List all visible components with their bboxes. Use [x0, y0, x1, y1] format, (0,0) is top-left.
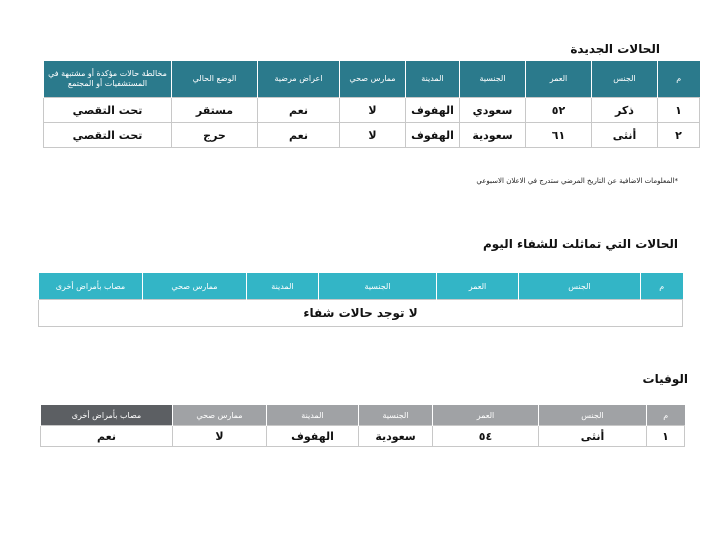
cell-city: الهفوف	[406, 123, 460, 148]
deaths-table	[40, 405, 685, 447]
header-health-practitioner: ممارس صحي	[143, 273, 247, 300]
cell-index: ١	[658, 98, 700, 123]
table-row	[44, 98, 700, 123]
header-gender: الجنس	[592, 61, 658, 98]
header-gender: الجنس	[519, 273, 641, 300]
cell-other-diseases: نعم	[41, 426, 173, 447]
header-symptoms: اعراض مرضية	[258, 61, 340, 98]
new-cases-table	[43, 61, 700, 148]
header-city: المدينة	[247, 273, 319, 300]
cell-contact: تحت التقصي	[44, 98, 172, 123]
header-nationality: الجنسية	[319, 273, 437, 300]
header-health-practitioner: ممارس صحي	[340, 61, 406, 98]
table-row	[39, 300, 683, 327]
empty-message: لا توجد حالات شفاء	[39, 300, 683, 327]
header-index: م	[658, 61, 700, 98]
header-age: العمر	[437, 273, 519, 300]
header-health-practitioner: ممارس صحي	[173, 405, 267, 426]
header-other-diseases: مصاب بأمراض أخرى	[39, 273, 143, 300]
header-contact: مخالطة حالات مؤكدة أو مشتبهة في المستشفيات أو المجتمع	[44, 61, 172, 98]
cell-gender: أنثى	[592, 123, 658, 148]
header-index: م	[641, 273, 683, 300]
cell-index: ٢	[658, 123, 700, 148]
cell-contact: تحت التقصي	[44, 123, 172, 148]
cell-index: ١	[647, 426, 685, 447]
recovered-table	[38, 273, 683, 327]
cell-health-practitioner: لا	[340, 98, 406, 123]
cell-health-practitioner: لا	[340, 123, 406, 148]
cell-current-status: حرج	[172, 123, 258, 148]
header-age: العمر	[433, 405, 539, 426]
cell-age: ٥٤	[433, 426, 539, 447]
cell-health-practitioner: لا	[173, 426, 267, 447]
cell-age: ٦١	[526, 123, 592, 148]
new-cases-title: الحالات الجديدة	[570, 42, 660, 56]
table-header-row	[44, 61, 700, 98]
footnote: *المعلومات الاضافية عن التاريخ المرضي ستدرج في الاعلان الاسبوعي	[476, 177, 678, 185]
header-city: المدينة	[406, 61, 460, 98]
deaths-title: الوفيات	[642, 372, 688, 386]
header-gender: الجنس	[539, 405, 647, 426]
cell-symptoms: نعم	[258, 123, 340, 148]
cell-age: ٥٢	[526, 98, 592, 123]
cell-symptoms: نعم	[258, 98, 340, 123]
cell-city: الهفوف	[267, 426, 359, 447]
table-row	[44, 123, 700, 148]
cell-nationality: سعودي	[460, 98, 526, 123]
cell-nationality: سعودية	[460, 123, 526, 148]
table-row	[41, 426, 685, 447]
cell-current-status: مستقر	[172, 98, 258, 123]
cell-gender: أنثى	[539, 426, 647, 447]
header-index: م	[647, 405, 685, 426]
header-city: المدينة	[267, 405, 359, 426]
header-other-diseases: مصاب بأمراض أخرى	[41, 405, 173, 426]
recovered-title: الحالات التي تماثلت للشفاء اليوم	[482, 237, 678, 251]
cell-nationality: سعودية	[359, 426, 433, 447]
header-age: العمر	[526, 61, 592, 98]
cell-city: الهفوف	[406, 98, 460, 123]
cell-gender: ذكر	[592, 98, 658, 123]
header-nationality: الجنسية	[359, 405, 433, 426]
table-header-row	[39, 273, 683, 300]
header-current-status: الوضع الحالي	[172, 61, 258, 98]
header-nationality: الجنسية	[460, 61, 526, 98]
table-header-row	[41, 405, 685, 426]
